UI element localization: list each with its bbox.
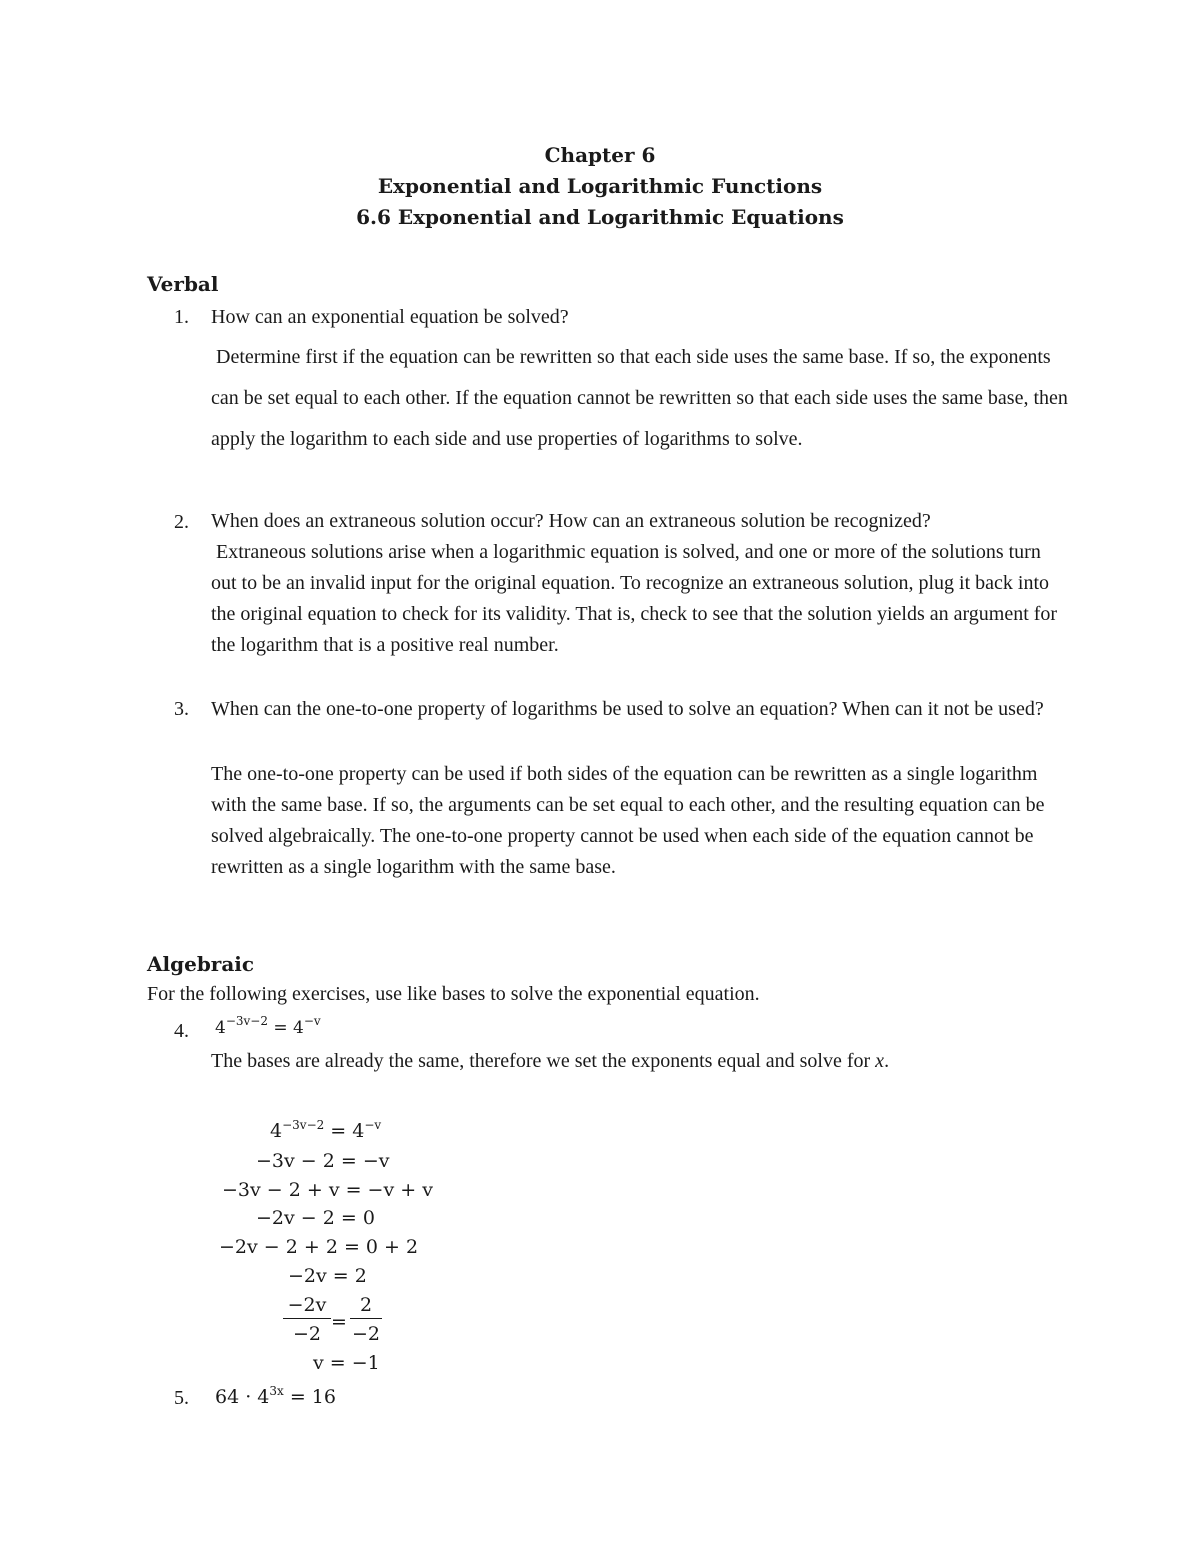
- equation-5: $64 \cdot 4^{3x} = 16$: [215, 1384, 336, 1408]
- fraction-right: [350, 1294, 382, 1345]
- fraction-left: [283, 1294, 331, 1345]
- section-title: 6.6 Exponential and Logarithmic Equations: [356, 205, 844, 229]
- fraction-left-denominator: −2: [292, 1323, 321, 1345]
- item-number-5: 5.: [174, 1387, 189, 1409]
- step-2: −3v − 2 = −v: [256, 1150, 390, 1172]
- step-6: −2v = 2: [288, 1265, 367, 1287]
- question-3: When can the one-to-one property of logarithms be used to solve an equation? When can it not be used?: [211, 698, 1044, 720]
- step-3: −3v − 2 + v = −v + v: [222, 1179, 433, 1201]
- question-2: When does an extraneous solution occur? How can an extraneous solution be recognized?: [211, 510, 931, 532]
- step-4: −2v − 2 = 0: [256, 1207, 375, 1229]
- algebraic-heading: Algebraic: [147, 952, 255, 976]
- chapter-title: Exponential and Logarithmic Functions: [377, 174, 823, 198]
- item-number-3: 3.: [174, 698, 189, 720]
- step-5: −2v − 2 + 2 = 0 + 2: [219, 1236, 419, 1258]
- fraction-left-numerator: −2v: [283, 1294, 331, 1319]
- answer-1: Determine first if the equation can be rewritten so that each side uses the same base. If so, the exponents can be set equal to each other. If the equation cannot be rewritten so that each side uses the same base, then apply the logarithm to each side and use properties of logarithms to solve.: [211, 346, 1068, 450]
- step-8: v = −1: [313, 1352, 380, 1374]
- answer-3: The one-to-one property can be used if both sides of the equation can be rewritten as a single logarithm with the same base. If so, the arguments can be set equal to each other, and the resulting equation can be solved algebraically. The one-to-one property cannot be used when each side of the equation cannot be rewritten as a single logarithm with the same base.: [211, 763, 1045, 878]
- explanation-4: The bases are already the same, therefore we set the exponents equal and solve for x.: [211, 1050, 890, 1072]
- question-1: How can an exponential equation be solved?: [211, 306, 569, 328]
- answer-2: Extraneous solutions arise when a logarithmic equation is solved, and one or more of the solutions turn out to be an invalid input for the original equation. To recognize an extraneous solution, plug it back into the original equation to check for its validity. That is, check to see that the solution yields an argument for the logarithm that is a positive real number.: [211, 541, 1058, 656]
- fraction-right-denominator: −2: [351, 1323, 380, 1345]
- fraction-right-numerator: 2: [350, 1294, 382, 1319]
- algebraic-intro: For the following exercises, use like bases to solve the exponential equation.: [147, 983, 760, 1005]
- verbal-heading: Verbal: [147, 272, 219, 296]
- item-number-2: 2.: [174, 511, 189, 533]
- step-1: $4^{-3v-2} = 4^{-v}$: [270, 1118, 382, 1142]
- item-number-4: 4.: [174, 1020, 189, 1042]
- item-number-1: 1.: [174, 306, 189, 328]
- fraction-equals: =: [331, 1311, 347, 1333]
- equation-4: $4^{-3v-2} = 4^{-v}$: [215, 1014, 321, 1038]
- chapter-label: Chapter 6: [544, 143, 656, 167]
